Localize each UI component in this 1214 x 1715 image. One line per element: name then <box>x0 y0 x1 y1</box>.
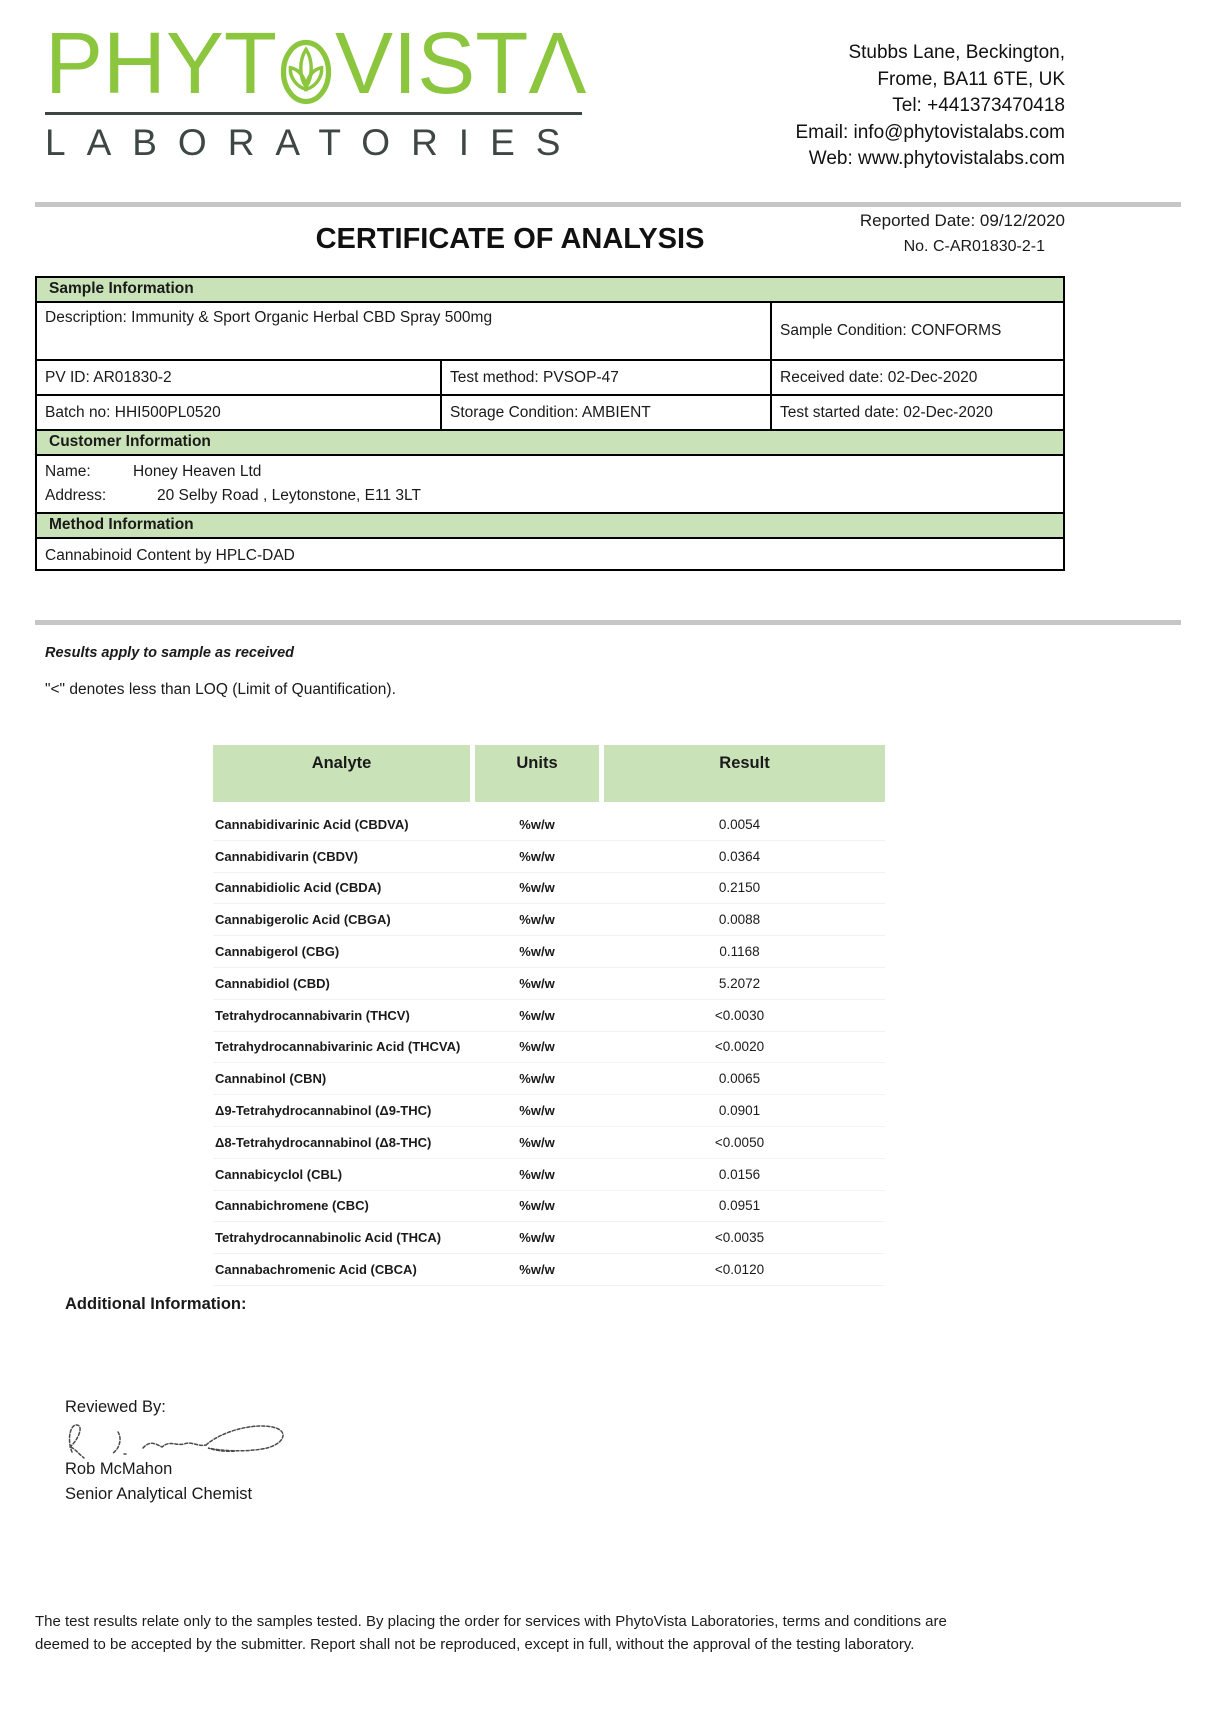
reviewer-name: Rob McMahon <box>65 1460 173 1478</box>
reported-date: Reported Date: 09/12/2020 <box>859 211 1065 230</box>
analyte-name: Cannabigerolic Acid (CBGA) <box>215 912 391 928</box>
leaf-icon <box>280 39 332 105</box>
analyte-name: Δ9-Tetrahydrocannabinol (Δ9-THC) <box>215 1103 432 1119</box>
sample-condition: Sample Condition: CONFORMS <box>780 322 1002 339</box>
analyte-name: Cannabidivarinic Acid (CBDVA) <box>215 816 409 832</box>
analyte-units: %w/w <box>519 1166 555 1182</box>
analyte-name: Δ8-Tetrahydrocannabinol (Δ8-THC) <box>215 1134 432 1150</box>
table-row <box>213 1032 885 1064</box>
customer-address-label: Address: <box>45 487 107 504</box>
sample-information-header: Sample Information <box>35 276 1065 303</box>
lab-contact-block <box>795 40 1065 173</box>
table-row <box>213 968 885 1000</box>
analyte-result: <0.0120 <box>714 1262 765 1278</box>
results-table <box>213 745 885 1286</box>
logo-divider <box>45 112 582 115</box>
analyte-units: %w/w <box>519 975 555 991</box>
column-header-analyte: Analyte <box>213 745 470 802</box>
analyte-units: %w/w <box>519 1262 555 1278</box>
customer-details <box>35 454 1065 514</box>
analyte-result: 0.0364 <box>718 848 761 864</box>
table-row <box>213 841 885 873</box>
analyte-units: %w/w <box>519 816 555 832</box>
analyte-name: Tetrahydrocannabivarinic Acid (THCVA) <box>215 1039 461 1055</box>
customer-name-value: Honey Heaven Ltd <box>133 463 262 480</box>
sample-description: Description: Immunity & Sport Organic Herbal CBD Spray 500mg <box>37 303 772 359</box>
header-divider-rule <box>35 202 1181 207</box>
test-started-date: Test started date: 02-Dec-2020 <box>780 403 993 421</box>
method-name: Cannabinoid Content by HPLC-DAD <box>35 537 1065 571</box>
analyte-result: 0.0901 <box>718 1103 761 1119</box>
table-row <box>213 809 885 841</box>
analyte-result: 0.0951 <box>718 1198 761 1214</box>
table-row <box>213 1159 885 1191</box>
batch-no: Batch no: HHI500PL0520 <box>37 396 442 429</box>
sample-ids-row <box>35 359 1065 396</box>
column-header-result: Result <box>604 745 885 802</box>
reviewer-title: Senior Analytical Chemist <box>65 1485 253 1503</box>
table-row <box>213 936 885 968</box>
analyte-name: Cannabichromene (CBC) <box>215 1198 369 1214</box>
table-row <box>213 873 885 905</box>
results-apply-note: Results apply to sample as received <box>45 645 295 661</box>
footer-disclaimer <box>35 1610 1190 1656</box>
analyte-units: %w/w <box>519 1134 555 1150</box>
section-divider-rule <box>35 620 1181 625</box>
analyte-name: Cannabidiol (CBD) <box>215 975 330 991</box>
analyte-units: %w/w <box>519 1230 555 1246</box>
table-row <box>213 1222 885 1254</box>
info-tables <box>35 276 1065 571</box>
analyte-name: Cannabidivarin (CBDV) <box>215 848 359 864</box>
analyte-name: Cannabigerol (CBG) <box>215 944 340 960</box>
analyte-name: Cannabidiolic Acid (CBDA) <box>215 880 382 896</box>
contact-address-line2: Frome, BA11 6TE, UK <box>877 68 1065 90</box>
pv-id: PV ID: AR01830-2 <box>37 361 442 394</box>
analyte-result: 0.0156 <box>718 1166 761 1182</box>
analyte-result: 0.0054 <box>718 816 761 832</box>
analyte-units: %w/w <box>519 1071 555 1087</box>
logo-text-part2: VIST <box>335 15 529 112</box>
analyte-units: %w/w <box>519 848 555 864</box>
report-number: No. C-AR01830-2-1 <box>903 238 1045 255</box>
analyte-name: Cannabinol (CBN) <box>215 1071 327 1087</box>
logo-text-part1: PHYT <box>45 15 278 112</box>
analyte-units: %w/w <box>519 1103 555 1119</box>
table-row <box>213 904 885 936</box>
customer-information-header: Customer Information <box>35 429 1065 456</box>
phytovista-logo <box>45 15 587 164</box>
analyte-units: %w/w <box>519 1007 555 1023</box>
analyte-result: <0.0035 <box>714 1230 765 1246</box>
analyte-units: %w/w <box>519 1198 555 1214</box>
table-row <box>213 1000 885 1032</box>
results-table-header <box>213 745 885 802</box>
results-table-body <box>213 809 885 1286</box>
logo-text-part3: Λ <box>528 15 587 112</box>
test-method: Test method: PVSOP-47 <box>442 361 772 394</box>
table-row <box>213 1063 885 1095</box>
logo-wordmark <box>45 15 587 112</box>
table-row <box>213 1095 885 1127</box>
analyte-name: Cannabicyclol (CBL) <box>215 1166 343 1182</box>
contact-web: Web: www.phytovistalabs.com <box>808 148 1065 169</box>
storage-condition: Storage Condition: AMBIENT <box>442 396 772 429</box>
page-title: CERTIFICATE OF ANALYSIS <box>315 223 705 255</box>
customer-name-line <box>45 463 1055 481</box>
table-row <box>213 1127 885 1159</box>
analyte-name: Tetrahydrocannabivarin (THCV) <box>215 1007 410 1023</box>
analyte-name: Tetrahydrocannabinolic Acid (THCA) <box>215 1230 442 1246</box>
customer-address-value: 20 Selby Road , Leytonstone, E11 3LT <box>157 487 421 504</box>
contact-address-line1: Stubbs Lane, Beckington, <box>848 42 1065 63</box>
loq-note: "<" denotes less than LOQ (Limit of Quantification). <box>45 681 396 698</box>
analyte-result: 0.1168 <box>719 944 760 960</box>
column-header-units: Units <box>475 745 599 802</box>
table-row <box>213 1254 885 1286</box>
contact-phone: Tel: +441373470418 <box>892 95 1065 116</box>
analyte-units: %w/w <box>519 944 555 960</box>
sample-batch-row <box>35 394 1065 431</box>
received-date: Received date: 02-Dec-2020 <box>780 368 978 386</box>
additional-information-label: Additional Information: <box>65 1295 247 1313</box>
analyte-result: <0.0020 <box>714 1039 765 1055</box>
analyte-units: %w/w <box>519 880 555 896</box>
analyte-name: Cannabachromenic Acid (CBCA) <box>215 1262 417 1278</box>
analyte-result: 5.2072 <box>718 975 761 991</box>
sample-description-row <box>35 301 1065 361</box>
analyte-units: %w/w <box>519 912 555 928</box>
footer-line2: deemed to be accepted by the submitter. Report shall not be reproduced, except in full, without the approval of the testing laboratory. <box>35 1636 915 1653</box>
contact-email: Email: info@phytovistalabs.com <box>795 121 1065 143</box>
analyte-result: <0.0030 <box>714 1007 765 1023</box>
customer-name-label: Name: <box>45 463 91 480</box>
reviewed-by-label: Reviewed By: <box>65 1398 166 1416</box>
analyte-result: 0.0065 <box>718 1071 761 1087</box>
reviewer-signature <box>58 1414 293 1464</box>
table-row <box>213 1191 885 1223</box>
footer-line1: The test results relate only to the samples tested. By placing the order for services with PhytoVista Laboratories, terms and conditions are <box>35 1613 947 1630</box>
customer-address-line <box>45 487 1055 505</box>
analyte-units: %w/w <box>519 1039 555 1055</box>
method-information-header: Method Information <box>35 512 1065 539</box>
analyte-result: 0.0088 <box>718 912 761 928</box>
logo-subtitle: LABORATORIES <box>45 122 582 163</box>
analyte-result: <0.0050 <box>714 1134 765 1150</box>
analyte-result: 0.2150 <box>718 880 761 896</box>
